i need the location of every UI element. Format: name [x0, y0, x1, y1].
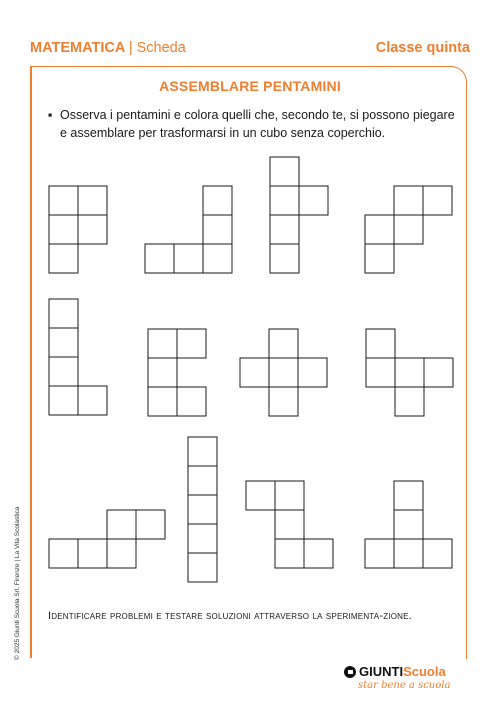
pentomino-9-cell[interactable] [136, 510, 165, 539]
pentomino-5-cell[interactable] [78, 386, 107, 415]
pentomino-7-cell[interactable] [240, 358, 269, 387]
header-separator: | [128, 40, 133, 56]
pentomino-8-cell[interactable] [366, 329, 395, 358]
pentomino-11-cell[interactable] [246, 481, 275, 510]
pentomino-10-cell[interactable] [188, 553, 217, 582]
pentomino-8-cell[interactable] [366, 358, 395, 387]
logo-g-icon [344, 666, 356, 678]
pentomino-6-cell[interactable] [148, 358, 177, 387]
pentomino-11-cell[interactable] [275, 510, 304, 539]
learning-goal-footnote: Identificare problemi e testare soluzioni attraverso la sperimenta-zione. [48, 610, 412, 622]
pentomino-3-cell[interactable] [270, 157, 299, 186]
pentomino-10-cell[interactable] [188, 495, 217, 524]
instruction-text: Osserva i pentamini e colora quelli che, secondo te, si possono piegare e assemblare per trasformarsi in un cubo senza coperchio. [60, 108, 455, 140]
pentomino-11-cell[interactable] [275, 539, 304, 568]
pentomino-11[interactable] [246, 481, 333, 568]
pentomino-12[interactable] [365, 481, 452, 568]
logo-brand-name: GIUNTI [359, 664, 404, 679]
pentomino-9-cell[interactable] [49, 539, 78, 568]
pentomino-7-cell[interactable] [269, 387, 298, 416]
pentomino-1-cell[interactable] [49, 244, 78, 273]
pentomino-12-cell[interactable] [365, 539, 394, 568]
pentomino-10[interactable] [188, 437, 217, 582]
pentomino-1-cell[interactable] [49, 215, 78, 244]
activity-title: ASSEMBLARE PENTAMINI [159, 78, 341, 94]
pentomino-1-cell[interactable] [78, 186, 107, 215]
pentomino-5-cell[interactable] [49, 386, 78, 415]
pentomino-4-cell[interactable] [394, 186, 423, 215]
subject-label: MATEMATICA [30, 40, 125, 56]
pentomino-9-cell[interactable] [78, 539, 107, 568]
logo-brand-accent: Scuola [403, 664, 446, 679]
pentomino-5[interactable] [49, 299, 107, 415]
giunti-logo [344, 664, 474, 691]
pentomino-2[interactable] [145, 186, 232, 273]
pentomino-4-cell[interactable] [394, 215, 423, 244]
pentomino-2-cell[interactable] [203, 186, 232, 215]
pentomino-10-cell[interactable] [188, 437, 217, 466]
pentomino-3[interactable] [270, 157, 328, 273]
pentomino-8-cell[interactable] [424, 358, 453, 387]
pentomino-2-cell[interactable] [203, 244, 232, 273]
pentomino-12-cell[interactable] [423, 539, 452, 568]
pentomino-2-cell[interactable] [145, 244, 174, 273]
side-copyright: © 2025 Giunti Scuola Srl, Firenze | La Vita Scolastica [14, 506, 21, 660]
pentomino-1[interactable] [49, 186, 107, 273]
pentomino-2-cell[interactable] [174, 244, 203, 273]
pentomino-6-cell[interactable] [148, 387, 177, 416]
pentomino-7-cell[interactable] [269, 329, 298, 358]
pentomino-7[interactable] [240, 329, 327, 416]
pentomino-5-cell[interactable] [49, 299, 78, 328]
pentomino-6-cell[interactable] [177, 387, 206, 416]
pentomino-8-cell[interactable] [395, 387, 424, 416]
logo-tagline: star bene a scuola [358, 680, 451, 691]
pentomino-12-cell[interactable] [394, 481, 423, 510]
logo-brand [344, 664, 474, 679]
pentomino-5-cell[interactable] [49, 328, 78, 357]
pentomino-4-cell[interactable] [365, 215, 394, 244]
pentomino-1-cell[interactable] [49, 186, 78, 215]
pentomino-1-cell[interactable] [78, 215, 107, 244]
pentomino-3-cell[interactable] [270, 215, 299, 244]
pentomino-2-cell[interactable] [203, 215, 232, 244]
pentomino-3-cell[interactable] [270, 244, 299, 273]
pentomino-10-cell[interactable] [188, 466, 217, 495]
pentomino-3-cell[interactable] [270, 186, 299, 215]
pentomino-9[interactable] [49, 510, 165, 568]
pentomino-7-cell[interactable] [298, 358, 327, 387]
pentomino-6[interactable] [148, 329, 206, 416]
doc-type-label: Scheda [136, 40, 186, 56]
grade-label: Classe quinta [375, 40, 470, 56]
pentomino-6-cell[interactable] [177, 329, 206, 358]
pentomino-8[interactable] [366, 329, 453, 416]
pentomino-11-cell[interactable] [275, 481, 304, 510]
pentomino-4[interactable] [365, 186, 452, 273]
pentomino-7-cell[interactable] [269, 358, 298, 387]
pentomino-9-cell[interactable] [107, 539, 136, 568]
pentomino-4-cell[interactable] [365, 244, 394, 273]
pentomino-12-cell[interactable] [394, 539, 423, 568]
pentomino-3-cell[interactable] [299, 186, 328, 215]
pentomino-10-cell[interactable] [188, 524, 217, 553]
pentomino-11-cell[interactable] [304, 539, 333, 568]
pentomino-9-cell[interactable] [107, 510, 136, 539]
pentomino-5-cell[interactable] [49, 357, 78, 386]
pentomino-4-cell[interactable] [423, 186, 452, 215]
pentomino-12-cell[interactable] [394, 510, 423, 539]
bullet-icon: ▪ [48, 108, 53, 122]
pentomino-8-cell[interactable] [395, 358, 424, 387]
pentomino-6-cell[interactable] [148, 329, 177, 358]
